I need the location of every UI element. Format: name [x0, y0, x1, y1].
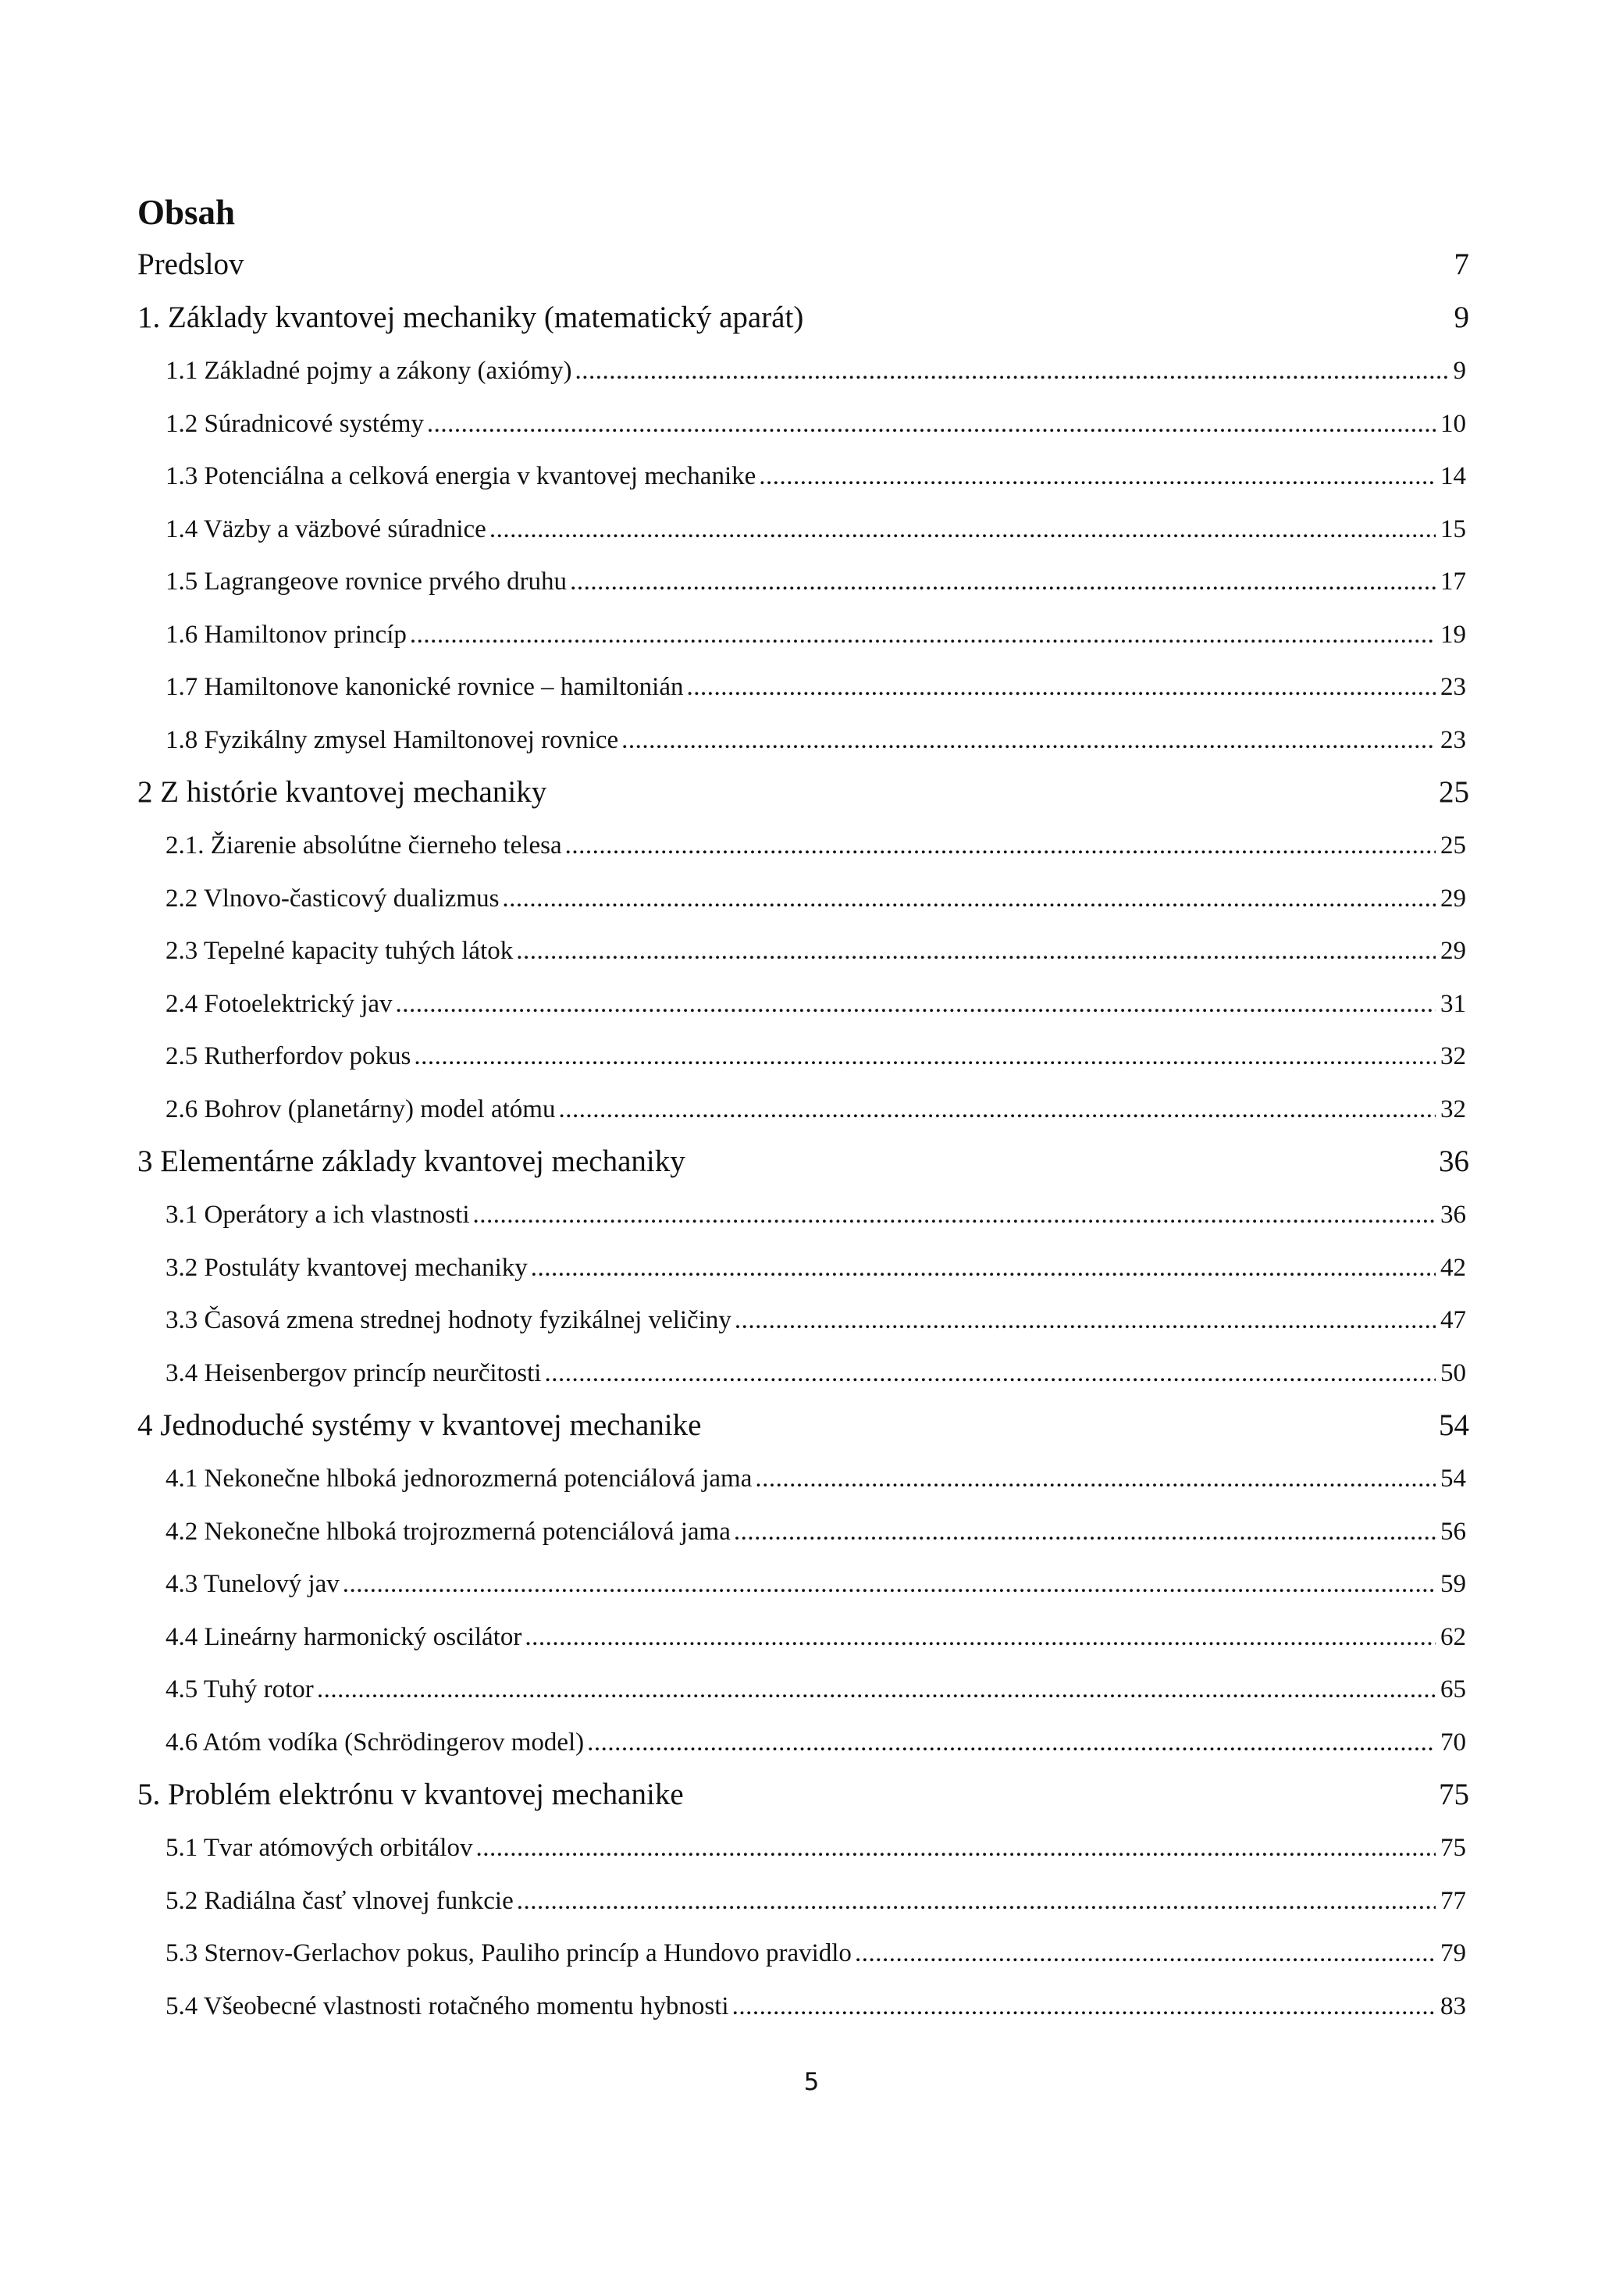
- toc-dot-leader: [575, 348, 1449, 393]
- toc-entry-label: 1.3 Potenciálna a celková energia v kvantovej mechanike: [166, 462, 756, 490]
- toc-section-entry: [137, 559, 1472, 612]
- toc-dot-leader: [516, 928, 1436, 974]
- toc-entry-page: 36: [1440, 1201, 1466, 1229]
- toc-entry-label: 3.4 Heisenbergov princíp neurčitosti: [166, 1358, 542, 1387]
- toc-section-entry: [137, 876, 1472, 929]
- toc-chapter-entry: [137, 770, 1472, 823]
- toc-entry-label: 5.4 Všeobecné vlastnosti rotačného momentu hybnosti: [166, 1992, 729, 2020]
- toc-dot-leader: [755, 1456, 1436, 1501]
- toc-entry-label: 2.4 Fotoelektrický jav: [166, 989, 393, 1018]
- toc-entry-page: 42: [1440, 1253, 1466, 1282]
- toc-section-entry: [137, 1825, 1472, 1878]
- toc-entry-label: 3 Elementárne základy kvantovej mechaniky: [137, 1144, 685, 1178]
- toc-dot-leader: [570, 559, 1436, 604]
- toc-dot-leader: [621, 717, 1436, 763]
- toc-entry-page: 14: [1440, 462, 1466, 490]
- toc-dot-leader: [855, 1931, 1436, 1976]
- toc-dot-leader: [687, 664, 1436, 710]
- toc-entry-label: 1.5 Lagrangeove rovnice prvého druhu: [166, 568, 568, 596]
- toc-dot-leader: [343, 1561, 1436, 1607]
- toc-entry-label: 2.3 Tepelné kapacity tuhých látok: [166, 937, 514, 965]
- toc-section-entry: [137, 1456, 1472, 1509]
- toc-entry-label: 5. Problém elektrónu v kvantovej mechanike: [137, 1778, 684, 1811]
- toc-entry-page: 75: [1439, 1778, 1469, 1811]
- toc-entry-label: 1.8 Fyzikálny zmysel Hamiltonovej rovnice: [166, 725, 619, 754]
- toc-entry-page: 56: [1440, 1517, 1466, 1546]
- table-of-contents: [137, 242, 1472, 2036]
- toc-entry-page: 50: [1440, 1358, 1466, 1387]
- toc-dot-leader: [735, 1298, 1436, 1343]
- toc-section-entry: [137, 664, 1472, 717]
- toc-entry-label: 2 Z histórie kvantovej mechaniky: [137, 775, 547, 809]
- toc-section-entry: [137, 1614, 1472, 1668]
- toc-entry-label: 1.2 Súradnicové systémy: [166, 409, 424, 438]
- toc-dot-leader: [517, 1878, 1436, 1924]
- toc-section-entry: [137, 717, 1472, 771]
- toc-entry-label: 4.4 Lineárny harmonický oscilátor: [166, 1622, 522, 1651]
- toc-entry-label: 2.5 Rutherfordov pokus: [166, 1042, 411, 1070]
- toc-section-entry: [137, 1298, 1472, 1351]
- toc-chapter-entry: [137, 1772, 1472, 1825]
- toc-entry-page: 31: [1440, 989, 1466, 1018]
- toc-chapter-entry: [137, 242, 1472, 295]
- toc-entry-label: 3.3 Časová zmena strednej hodnoty fyzikálnej veličiny: [166, 1306, 731, 1334]
- toc-entry-label: 2.6 Bohrov (planetárny) model atómu: [166, 1095, 556, 1123]
- toc-entry-page: 19: [1440, 620, 1466, 649]
- toc-entry-page: 9: [1454, 301, 1469, 334]
- toc-dot-leader: [410, 612, 1436, 657]
- toc-section-entry: [137, 507, 1472, 560]
- toc-entry-page: 36: [1439, 1144, 1469, 1178]
- toc-dot-leader: [732, 1984, 1436, 2029]
- toc-entry-page: 59: [1440, 1570, 1466, 1598]
- toc-dot-leader: [565, 823, 1436, 868]
- toc-entry-label: 1.4 Väzby a väzbové súradnice: [166, 514, 486, 543]
- toc-entry-page: 77: [1440, 1886, 1466, 1915]
- toc-entry-label: 4.2 Nekonečne hlboká trojrozmerná potenciálová jama: [166, 1517, 731, 1546]
- toc-entry-page: 75: [1440, 1834, 1466, 1862]
- toc-entry-page: 25: [1440, 831, 1466, 860]
- toc-entry-page: 23: [1440, 725, 1466, 754]
- toc-section-entry: [137, 1192, 1472, 1245]
- toc-entry-label: 2.2 Vlnovo-časticový dualizmus: [166, 884, 500, 913]
- toc-entry-label: 4 Jednoduché systémy v kvantovej mechanike: [137, 1408, 702, 1442]
- toc-entry-label: 4.6 Atóm vodíka (Schrödingerov model): [166, 1728, 585, 1757]
- toc-section-entry: [137, 454, 1472, 507]
- toc-entry-page: 65: [1440, 1675, 1466, 1703]
- toc-dot-leader: [759, 454, 1436, 499]
- toc-chapter-entry: [137, 1139, 1472, 1192]
- toc-section-entry: [137, 1667, 1472, 1720]
- toc-entry-page: 32: [1440, 1095, 1466, 1123]
- toc-entry-label: 5.1 Tvar atómových orbitálov: [166, 1834, 473, 1862]
- toc-dot-leader: [475, 1825, 1436, 1871]
- toc-entry-label: Predslov: [137, 247, 244, 281]
- toc-dot-leader: [544, 1351, 1436, 1396]
- toc-entry-page: 79: [1440, 1939, 1466, 1967]
- toc-section-entry: [137, 1878, 1472, 1931]
- toc-entry-page: 29: [1440, 884, 1466, 913]
- toc-section-entry: [137, 981, 1472, 1034]
- toc-entry-page: 32: [1440, 1042, 1466, 1070]
- toc-entry-label: 4.1 Nekonečne hlboká jednorozmerná potenciálová jama: [166, 1465, 753, 1493]
- toc-section-entry: [137, 1509, 1472, 1562]
- toc-title: Obsah: [137, 193, 236, 232]
- toc-entry-page: 29: [1440, 937, 1466, 965]
- toc-section-entry: [137, 823, 1472, 876]
- toc-entry-page: 83: [1440, 1992, 1466, 2020]
- toc-entry-page: 10: [1440, 409, 1466, 438]
- toc-entry-page: 9: [1453, 357, 1466, 385]
- toc-entry-label: 3.1 Operátory a ich vlastnosti: [166, 1201, 470, 1229]
- toc-section-entry: [137, 1931, 1472, 1984]
- toc-chapter-entry: [137, 1403, 1472, 1456]
- toc-dot-leader: [531, 1245, 1436, 1290]
- toc-entry-page: 47: [1440, 1306, 1466, 1334]
- toc-entry-label: 5.3 Sternov-Gerlachov pokus, Pauliho princíp a Hundovo pravidlo: [166, 1939, 852, 1967]
- toc-entry-label: 4.5 Tuhý rotor: [166, 1675, 314, 1703]
- toc-entry-label: 3.2 Postuláty kvantovej mechaniky: [166, 1253, 528, 1282]
- toc-dot-leader: [396, 981, 1436, 1027]
- toc-chapter-entry: [137, 295, 1472, 348]
- toc-section-entry: [137, 1087, 1472, 1140]
- toc-entry-label: 4.3 Tunelový jav: [166, 1570, 340, 1598]
- toc-entry-page: 7: [1454, 247, 1469, 281]
- toc-dot-leader: [558, 1087, 1436, 1132]
- toc-section-entry: [137, 401, 1472, 454]
- page-number: 5: [803, 2068, 820, 2096]
- toc-entry-page: 23: [1440, 673, 1466, 701]
- toc-entry-page: 54: [1440, 1465, 1466, 1493]
- toc-entry-page: 25: [1439, 775, 1469, 809]
- toc-entry-label: 5.2 Radiálna časť vlnovej funkcie: [166, 1886, 514, 1915]
- toc-dot-leader: [502, 876, 1436, 921]
- toc-section-entry: [137, 1245, 1472, 1298]
- toc-dot-leader: [525, 1614, 1436, 1660]
- toc-entry-label: 1.1 Základné pojmy a zákony (axiómy): [166, 357, 572, 385]
- toc-entry-page: 17: [1440, 568, 1466, 596]
- toc-section-entry: [137, 1561, 1472, 1614]
- toc-entry-label: 1.7 Hamiltonove kanonické rovnice – hamiltonián: [166, 673, 684, 701]
- toc-entry-page: 62: [1440, 1622, 1466, 1651]
- toc-section-entry: [137, 612, 1472, 665]
- toc-dot-leader: [587, 1720, 1436, 1765]
- toc-dot-leader: [427, 401, 1436, 447]
- toc-section-entry: [137, 348, 1472, 401]
- toc-entry-page: 15: [1440, 514, 1466, 543]
- toc-entry-label: 1. Základy kvantovej mechaniky (matematický aparát): [137, 301, 804, 334]
- toc-entry-label: 2.1. Žiarenie absolútne čierneho telesa: [166, 831, 562, 860]
- toc-entry-page: 70: [1440, 1728, 1466, 1757]
- toc-dot-leader: [414, 1034, 1436, 1079]
- toc-section-entry: [137, 1720, 1472, 1773]
- toc-section-entry: [137, 1351, 1472, 1404]
- toc-dot-leader: [317, 1667, 1436, 1712]
- toc-entry-label: 1.6 Hamiltonov princíp: [166, 620, 407, 649]
- toc-dot-leader: [473, 1192, 1436, 1237]
- toc-section-entry: [137, 1984, 1472, 2037]
- toc-dot-leader: [489, 507, 1436, 552]
- toc-dot-leader: [734, 1509, 1436, 1554]
- toc-section-entry: [137, 928, 1472, 981]
- toc-entry-page: 54: [1439, 1408, 1469, 1442]
- toc-section-entry: [137, 1034, 1472, 1087]
